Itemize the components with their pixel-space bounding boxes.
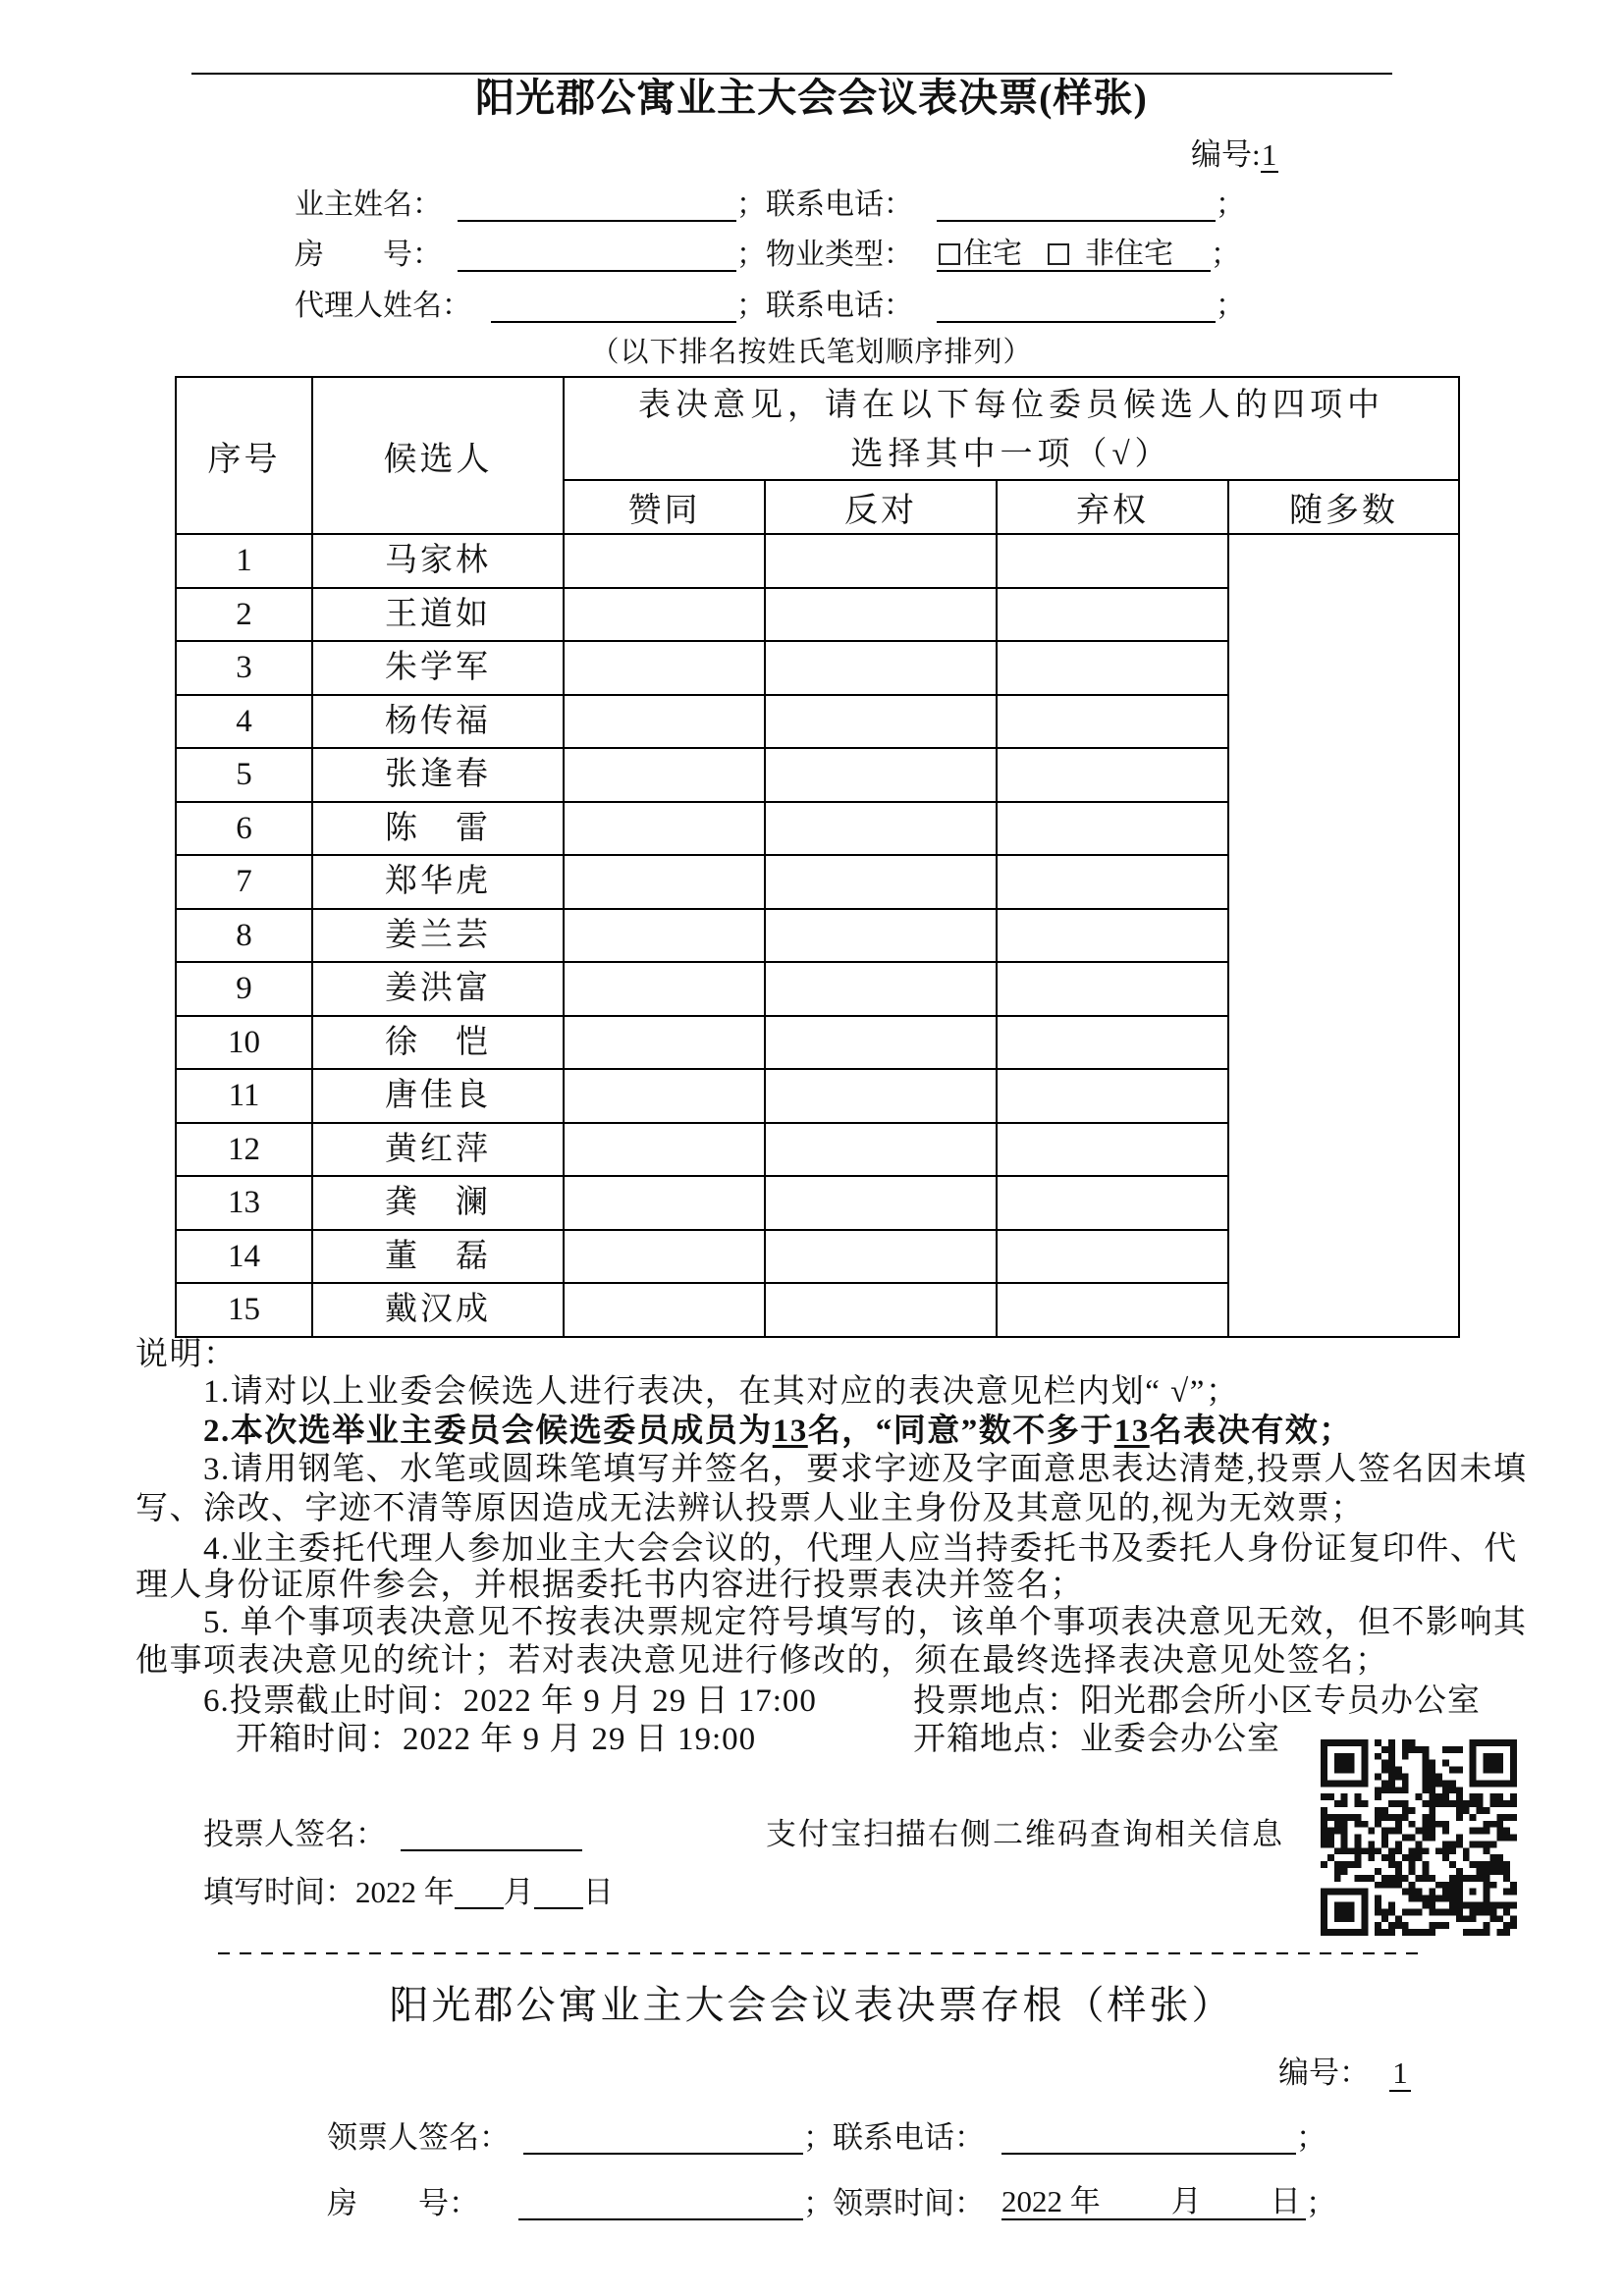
candidate-number: 12 bbox=[176, 1123, 312, 1177]
note-3-line-2: 写、涂改、字迹不清等原因造成无法辨认投票人业主身份及其意见的,视为无效票； bbox=[135, 1491, 1365, 1526]
candidate-number: 6 bbox=[176, 802, 312, 856]
owner-name-label: 业主姓名： bbox=[295, 188, 442, 221]
candidate-number: 14 bbox=[176, 1230, 312, 1284]
fill-year: 2022 年 bbox=[355, 1875, 455, 1909]
candidate-number: 9 bbox=[176, 962, 312, 1016]
serial-label: 编号: bbox=[1191, 137, 1261, 172]
note-2-prefix: 2.本次选举业主委员会候选委员成员为 bbox=[203, 1414, 773, 1449]
vote-cell-agree[interactable] bbox=[564, 534, 765, 588]
candidate-name: 杨传福 bbox=[312, 695, 564, 749]
end-mark: ； bbox=[1306, 2186, 1336, 2220]
table-header-row bbox=[176, 377, 1459, 480]
vote-cell-agree[interactable] bbox=[564, 641, 765, 695]
owner-name-field[interactable] bbox=[458, 190, 736, 222]
room-label: 房 号： bbox=[295, 239, 442, 271]
end-mark: ； bbox=[803, 2120, 834, 2155]
candidate-name: 董 磊 bbox=[312, 1230, 564, 1284]
vote-cell-abstain[interactable] bbox=[997, 748, 1228, 802]
vote-cell-abstain[interactable] bbox=[997, 534, 1228, 588]
receive-time-label: 领票时间： bbox=[833, 2186, 985, 2220]
vote-cell-oppose[interactable] bbox=[765, 1176, 997, 1230]
vote-cell-abstain[interactable] bbox=[997, 1230, 1228, 1284]
vote-cell-abstain[interactable] bbox=[997, 641, 1228, 695]
vote-cell-abstain[interactable] bbox=[997, 1069, 1228, 1123]
fill-time-row bbox=[203, 1876, 614, 1909]
note-5-line-2: 他事项表决意见的统计；若对表决意见进行修改的，须在最终选择表决意见处签名； bbox=[135, 1643, 1389, 1679]
col-header-agree: 赞同 bbox=[564, 480, 765, 534]
opinion-instruction-line-2: 选择其中一项（√） bbox=[850, 437, 1172, 472]
candidate-number: 1 bbox=[176, 534, 312, 588]
serial-number: 1 bbox=[1261, 137, 1277, 172]
vote-table bbox=[175, 376, 1460, 1338]
owner-phone-field[interactable] bbox=[937, 190, 1216, 222]
note-4-line-1: 4.业主委托代理人参加业主大会会议的，代理人应当持委托书及委托人身份证复印件、代 bbox=[203, 1531, 1518, 1567]
ballot-title: 阳光郡公寓业主大会会议表决票(样张) bbox=[475, 76, 1148, 120]
qr-hint: 支付宝扫描右侧二维码查询相关信息 bbox=[766, 1817, 1284, 1851]
end-mark: ； bbox=[1216, 290, 1245, 322]
stub-room-row bbox=[327, 2185, 1335, 2220]
col-header-number: 序号 bbox=[176, 377, 312, 534]
col-header-abstain: 弃权 bbox=[997, 480, 1228, 534]
cut-line bbox=[218, 1952, 1422, 1954]
proxy-name-field[interactable] bbox=[491, 292, 736, 323]
voter-signature-label: 投票人签名： bbox=[203, 1817, 386, 1851]
voter-signature-row bbox=[203, 1818, 582, 1851]
owner-phone-label: 联系电话： bbox=[766, 188, 913, 221]
end-mark: ； bbox=[736, 188, 766, 221]
vote-cell-abstain[interactable] bbox=[997, 588, 1228, 642]
vote-cell-abstain[interactable] bbox=[997, 1123, 1228, 1177]
property-type-label: 物业类型： bbox=[766, 239, 913, 271]
vote-cell-abstain[interactable] bbox=[997, 962, 1228, 1016]
candidate-name: 徐 恺 bbox=[312, 1016, 564, 1070]
vote-cell-agree[interactable] bbox=[564, 909, 765, 963]
end-mark: ； bbox=[803, 2186, 834, 2220]
candidate-name: 姜兰芸 bbox=[312, 909, 564, 963]
receive-year: 2022 年 bbox=[1001, 2184, 1101, 2218]
note-2-count: 13 bbox=[772, 1414, 808, 1449]
fill-month-label: 月 bbox=[503, 1875, 534, 1909]
candidate-number: 5 bbox=[176, 748, 312, 802]
vote-cell-oppose[interactable] bbox=[765, 855, 997, 909]
vote-cell-agree[interactable] bbox=[564, 855, 765, 909]
candidate-number: 3 bbox=[176, 641, 312, 695]
fill-time-label: 填写时间： bbox=[203, 1875, 355, 1909]
property-type-field bbox=[937, 239, 1211, 272]
candidate-name: 郑华虎 bbox=[312, 855, 564, 909]
non-residential-option-label: 非住宅 bbox=[1085, 238, 1173, 270]
stub-serial-number: 1 bbox=[1389, 2056, 1411, 2092]
stub-phone-label: 联系电话： bbox=[833, 2120, 985, 2155]
room-field[interactable] bbox=[458, 240, 736, 272]
stub-title: 阳光郡公寓业主大会会议表决票存根（样张） bbox=[389, 1983, 1234, 2027]
vote-cell-abstain[interactable] bbox=[997, 1016, 1228, 1070]
col-header-candidate: 候选人 bbox=[312, 377, 564, 534]
vote-cell-abstain[interactable] bbox=[997, 802, 1228, 856]
vote-cell-oppose[interactable] bbox=[765, 695, 997, 749]
proxy-phone-label: 联系电话： bbox=[766, 290, 913, 322]
stub-phone-field[interactable] bbox=[1001, 2123, 1296, 2155]
candidate-number: 2 bbox=[176, 588, 312, 642]
vote-cell-agree[interactable] bbox=[564, 1283, 765, 1337]
vote-cell-oppose[interactable] bbox=[765, 588, 997, 642]
candidate-number: 4 bbox=[176, 695, 312, 749]
receive-month-label: 月 bbox=[1170, 2184, 1202, 2218]
col-header-follow-majority: 随多数 bbox=[1228, 480, 1459, 534]
vote-cell-agree[interactable] bbox=[564, 1016, 765, 1070]
end-mark: ； bbox=[736, 290, 766, 322]
candidate-number: 11 bbox=[176, 1069, 312, 1123]
vote-cell-abstain[interactable] bbox=[997, 1283, 1228, 1337]
vote-cell-oppose[interactable] bbox=[765, 1283, 997, 1337]
receive-day-label: 日 bbox=[1270, 2184, 1301, 2218]
vote-cell-oppose[interactable] bbox=[765, 748, 997, 802]
residential-checkbox[interactable] bbox=[939, 243, 960, 265]
col-header-opinion bbox=[564, 377, 1459, 480]
proxy-row bbox=[295, 290, 1245, 323]
candidate-row bbox=[176, 534, 1459, 588]
vote-cell-oppose[interactable] bbox=[765, 962, 997, 1016]
vote-cell-oppose[interactable] bbox=[765, 1230, 997, 1284]
receive-time-field[interactable] bbox=[1001, 2185, 1306, 2220]
candidate-number: 15 bbox=[176, 1283, 312, 1337]
end-mark: ； bbox=[1216, 188, 1245, 221]
vote-cell-agree[interactable] bbox=[564, 695, 765, 749]
candidate-number: 10 bbox=[176, 1016, 312, 1070]
candidate-name: 马家林 bbox=[312, 534, 564, 588]
stub-serial bbox=[1278, 2056, 1411, 2092]
receiver-signature-label: 领票人签名： bbox=[327, 2120, 510, 2155]
box-opening-location: 开箱地点：业委会办公室 bbox=[913, 1722, 1280, 1757]
vote-cell-abstain[interactable] bbox=[997, 695, 1228, 749]
vote-cell-oppose[interactable] bbox=[765, 641, 997, 695]
candidate-number: 13 bbox=[176, 1176, 312, 1230]
candidate-name: 朱学军 bbox=[312, 641, 564, 695]
vote-cell-abstain[interactable] bbox=[997, 909, 1228, 963]
candidate-number: 8 bbox=[176, 909, 312, 963]
vote-cell-agree[interactable] bbox=[564, 1230, 765, 1284]
opinion-instruction-line-1: 表决意见，请在以下每位委员候选人的四项中 bbox=[638, 388, 1384, 423]
voting-deadline: 6.投票截止时间：2022 年 9 月 29 日 17:00 bbox=[203, 1683, 817, 1719]
vote-cell-abstain[interactable] bbox=[997, 855, 1228, 909]
vote-cell-follow-majority[interactable] bbox=[1228, 534, 1459, 1337]
stub-receiver-row bbox=[327, 2121, 1325, 2155]
vote-cell-oppose[interactable] bbox=[765, 802, 997, 856]
receiver-signature-field[interactable] bbox=[523, 2123, 803, 2155]
end-mark: ； bbox=[1296, 2120, 1326, 2155]
candidate-number: 7 bbox=[176, 855, 312, 909]
end-mark: ； bbox=[736, 239, 766, 271]
non-residential-checkbox[interactable] bbox=[1048, 243, 1069, 265]
vote-cell-abstain[interactable] bbox=[997, 1176, 1228, 1230]
fill-month-field[interactable] bbox=[455, 1878, 504, 1909]
note-3-line-1: 3.请用钢笔、水笔或圆珠笔填写并签名，要求字迹及字面意思表达清楚,投票人签名因未填 bbox=[203, 1452, 1528, 1487]
vote-cell-agree[interactable] bbox=[564, 588, 765, 642]
vote-cell-agree[interactable] bbox=[564, 802, 765, 856]
order-note: （以下排名按姓氏笔划顺序排列） bbox=[590, 337, 1033, 368]
candidate-name: 龚 澜 bbox=[312, 1176, 564, 1230]
candidate-name: 张逢春 bbox=[312, 748, 564, 802]
stub-room-field[interactable] bbox=[518, 2189, 803, 2220]
vote-cell-oppose[interactable] bbox=[765, 1016, 997, 1070]
candidate-name: 王道如 bbox=[312, 588, 564, 642]
end-mark: ； bbox=[1211, 239, 1240, 271]
owner-name-row bbox=[295, 188, 1245, 222]
note-2-middle: 名，“同意”数不多于 bbox=[807, 1414, 1114, 1449]
vote-cell-oppose[interactable] bbox=[765, 909, 997, 963]
note-1: 1.请对以上业委会候选人进行表决，在其对应的表决意见栏内划“ √”； bbox=[203, 1374, 1240, 1410]
vote-cell-agree[interactable] bbox=[564, 1123, 765, 1177]
note-2-suffix: 名表决有效； bbox=[1149, 1414, 1353, 1449]
note-5-line-1: 5. 单个事项表决意见不按表决票规定符号填写的，该单个事项表决意见无效，但不影响其 bbox=[203, 1605, 1528, 1640]
candidate-name: 黄红萍 bbox=[312, 1123, 564, 1177]
qr-code bbox=[1321, 1739, 1517, 1936]
residential-option-label: 住宅 bbox=[963, 238, 1022, 270]
note-2-max-count: 13 bbox=[1113, 1414, 1150, 1449]
vote-cell-agree[interactable] bbox=[564, 962, 765, 1016]
fill-day-field[interactable] bbox=[534, 1878, 583, 1909]
fill-day-label: 日 bbox=[582, 1875, 614, 1909]
candidate-name: 戴汉成 bbox=[312, 1283, 564, 1337]
voter-signature-field[interactable] bbox=[401, 1820, 582, 1851]
stub-serial-label: 编号： bbox=[1278, 2056, 1370, 2090]
vote-cell-agree[interactable] bbox=[564, 1069, 765, 1123]
vote-cell-oppose[interactable] bbox=[765, 534, 997, 588]
vote-cell-agree[interactable] bbox=[564, 1176, 765, 1230]
stub-room-label: 房 号： bbox=[327, 2186, 479, 2220]
box-opening-time: 开箱时间：2022 年 9 月 29 日 19:00 bbox=[236, 1722, 757, 1757]
vote-cell-agree[interactable] bbox=[564, 748, 765, 802]
proxy-name-label: 代理人姓名： bbox=[295, 290, 471, 322]
vote-cell-oppose[interactable] bbox=[765, 1123, 997, 1177]
proxy-phone-field[interactable] bbox=[937, 292, 1216, 323]
notes-heading: 说明： bbox=[135, 1337, 238, 1372]
ballot-serial bbox=[1191, 137, 1278, 173]
room-row bbox=[295, 239, 1240, 272]
note-2 bbox=[203, 1415, 1353, 1448]
note-4-line-2: 理人身份证原件参会，并根据委托书内容进行投票表决并签名； bbox=[135, 1568, 1084, 1603]
candidate-name: 陈 雷 bbox=[312, 802, 564, 856]
candidate-name: 姜洪富 bbox=[312, 962, 564, 1016]
col-header-oppose: 反对 bbox=[765, 480, 997, 534]
voting-location: 投票地点：阳光郡会所小区专员办公室 bbox=[913, 1683, 1481, 1719]
vote-cell-oppose[interactable] bbox=[765, 1069, 997, 1123]
candidate-name: 唐佳良 bbox=[312, 1069, 564, 1123]
